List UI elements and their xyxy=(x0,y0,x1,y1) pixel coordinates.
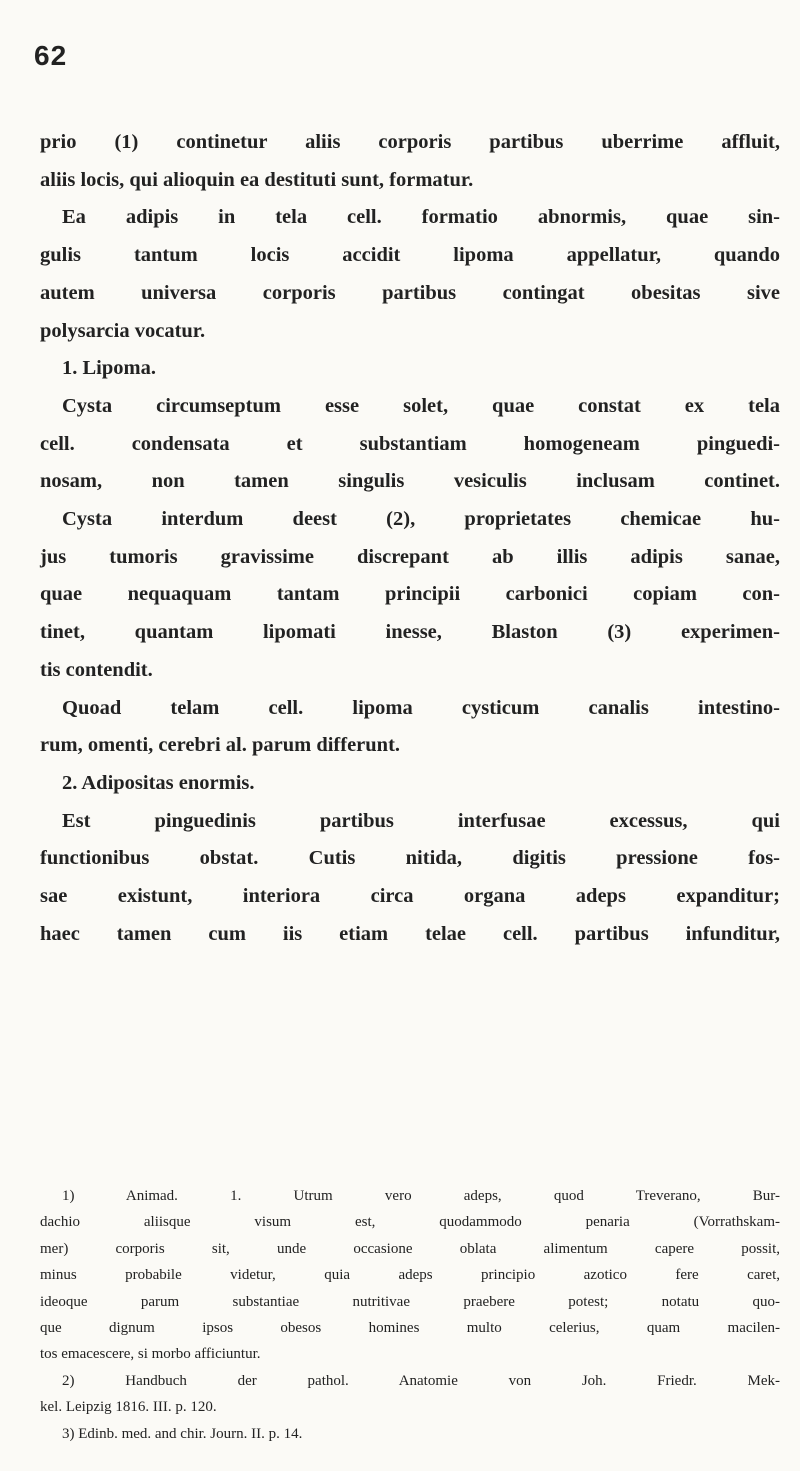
text-line: Quoad telam cell. lipoma cysticum canalis intestino- xyxy=(62,696,780,719)
footnote-line: minus probabile videtur, quia adeps principio azotico fere caret, xyxy=(40,1267,780,1284)
footnote-line: que dignum ipsos obesos homines multo celerius, quam macilen- xyxy=(40,1320,780,1337)
footnote-line: ideoque parum substantiae nutritivae praebere potest; notatu quo- xyxy=(40,1293,780,1310)
text-line: Ea adipis in tela cell. formatio abnormis, quae sin- xyxy=(62,206,780,229)
footnote-line: 3) Edinb. med. and chir. Journ. II. p. 14. xyxy=(62,1425,303,1442)
footnote-line: 2) Handbuch der pathol. Anatomie von Joh. Friedr. Mek- xyxy=(62,1372,780,1389)
text-line: functionibus obstat. Cutis nitida, digitis pressione fos- xyxy=(40,847,780,870)
text-line: quae nequaquam tantam principii carbonici copiam con- xyxy=(40,583,780,606)
text-line: sae existunt, interiora circa organa adeps expanditur; xyxy=(40,885,780,908)
footnotes xyxy=(40,1183,780,1447)
text-line: nosam, non tamen singulis vesiculis inclusam continet. xyxy=(40,470,780,493)
footnote-line: dachio aliisque visum est, quodammodo penaria (Vorrathskam- xyxy=(40,1214,780,1231)
text-line: autem universa corporis partibus contingat obesitas sive xyxy=(40,281,780,304)
section-heading-lipoma: 1. Lipoma. xyxy=(62,357,156,380)
footnote-line: mer) corporis sit, unde occasione oblata alimentum capere possit, xyxy=(40,1240,780,1257)
page-number: 62 xyxy=(34,40,68,71)
footnote-line: kel. Leipzig 1816. III. p. 120. xyxy=(40,1399,217,1416)
text-line: Cysta circumseptum esse solet, quae constat ex tela xyxy=(62,394,780,417)
footnote-line: 1) Animad. 1. Utrum vero adeps, quod Treverano, Bur- xyxy=(62,1188,780,1204)
text-line: tis contendit. xyxy=(40,658,153,681)
text-line: polysarcia vocatur. xyxy=(40,319,206,342)
text-line: prio (1) continetur aliis corporis partibus uberrime affluit, xyxy=(40,131,780,153)
text-line: jus tumoris gravissime discrepant ab illis adipis sanae, xyxy=(40,545,780,568)
section-heading-adipositas: 2. Adipositas enormis. xyxy=(62,771,255,794)
text-line: rum, omenti, cerebri al. parum differunt. xyxy=(40,734,401,757)
footnote-line: tos emacescere, si morbo afficiuntur. xyxy=(40,1346,261,1363)
text-line: tinet, quantam lipomati inesse, Blaston (3) experimen- xyxy=(40,621,780,644)
text-line: aliis locis, qui alioquin ea destituti sunt, formatur. xyxy=(40,168,474,191)
text-line: Est pinguedinis partibus interfusae excessus, qui xyxy=(62,809,780,832)
text-line: Cysta interdum deest (2), proprietates chemicae hu- xyxy=(62,508,780,531)
text-line: haec tamen cum iis etiam telae cell. partibus infunditur, xyxy=(40,922,780,945)
text-line: cell. condensata et substantiam homogeneam pinguedi- xyxy=(40,432,780,455)
text-line: gulis tantum locis accidit lipoma appellatur, quando xyxy=(40,244,780,267)
main-text xyxy=(40,124,780,953)
